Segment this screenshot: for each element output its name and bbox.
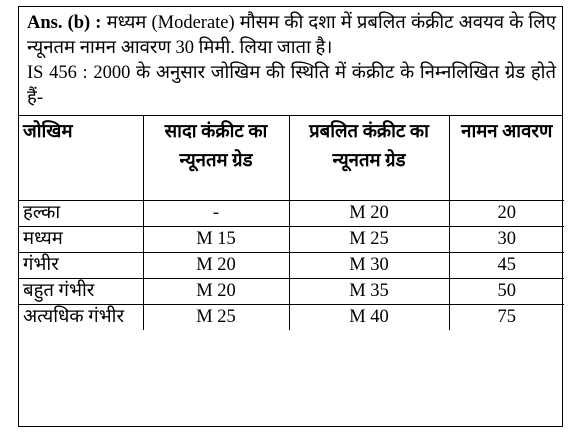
table-header-row (19, 116, 564, 200)
table-row (19, 278, 564, 304)
cell-plain-grade: - (143, 200, 289, 226)
cell-reinforced-grade: M 25 (289, 226, 449, 252)
cell-cover: 50 (449, 278, 564, 304)
answer-intro (19, 7, 562, 116)
header-plain-concrete-grade: सादा कंक्रीट का न्यूनतम ग्रेड (143, 116, 289, 200)
table-row (19, 304, 564, 330)
header-reinforced-concrete-grade: प्रबलित कंक्रीट का न्यूनतम ग्रेड (289, 116, 449, 200)
table-row (19, 252, 564, 278)
answer-text: मध्यम (Moderate) मौसम की दशा में प्रबलित कंक्रीट अवयव के लिए न्यूनतम नामन आवरण 30 मिमी. लिया जाता है। (27, 13, 556, 58)
cell-plain-grade: M 15 (143, 226, 289, 252)
cell-plain-grade: M 25 (143, 304, 289, 330)
table-row (19, 226, 564, 252)
cell-reinforced-grade: M 40 (289, 304, 449, 330)
standard-paragraph: IS 456 : 2000 के अनुसार जोखिम की स्थिति में कंक्रीट के निम्नलिखित ग्रेड होते हैं- (27, 63, 556, 108)
cell-reinforced-grade: M 35 (289, 278, 449, 304)
cell-cover: 20 (449, 200, 564, 226)
cell-exposure: गंभीर (19, 252, 143, 278)
cell-exposure: अत्यधिक गंभीर (19, 304, 143, 330)
answer-label: Ans. (b) : (27, 13, 102, 33)
cell-reinforced-grade: M 30 (289, 252, 449, 278)
answer-box (18, 6, 563, 427)
header-nominal-cover: नामन आवरण (449, 116, 564, 200)
cell-cover: 75 (449, 304, 564, 330)
cell-plain-grade: M 20 (143, 278, 289, 304)
cell-exposure: मध्यम (19, 226, 143, 252)
header-exposure: जोखिम (19, 116, 143, 200)
concrete-grade-table (19, 116, 564, 330)
cell-plain-grade: M 20 (143, 252, 289, 278)
cell-exposure: बहुत गंभीर (19, 278, 143, 304)
table-row (19, 200, 564, 226)
answer-paragraph (27, 11, 556, 61)
cell-cover: 45 (449, 252, 564, 278)
cell-cover: 30 (449, 226, 564, 252)
cell-reinforced-grade: M 20 (289, 200, 449, 226)
cell-exposure: हल्का (19, 200, 143, 226)
